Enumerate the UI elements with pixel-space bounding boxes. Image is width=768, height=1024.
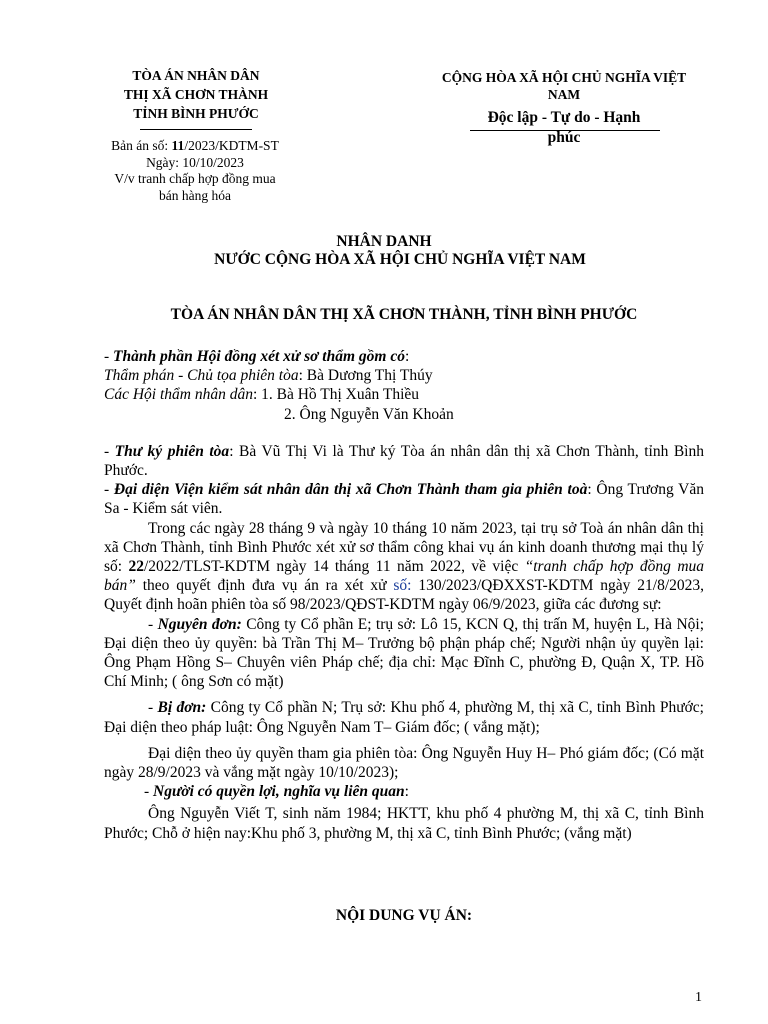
procuracy-line (104, 480, 704, 518)
assessor-2: 2. Ông Nguyễn Văn Khoản (284, 405, 454, 423)
dash: - (144, 783, 154, 801)
plaintiff-label: Nguyên đơn: (157, 615, 242, 633)
nhan-danh-title: NHÂN DANH (336, 233, 432, 250)
case-number-suffix: /2023/KDTM-ST (184, 138, 279, 153)
trial-text-2: /2022/TLST-KDTM ngày 14 tháng 11 năm 2022, về việc (144, 558, 525, 576)
case-number (80, 138, 310, 155)
dispute-quote: “tranh chấp hợp đồng mua bán” (104, 558, 705, 595)
court-name-line1: TÒA ÁN NHÂN DÂN (132, 68, 260, 83)
case-number-prefix: Bản án số: (111, 138, 172, 153)
court-name-line3: TỈNH BÌNH PHƯỚC (133, 106, 259, 121)
dash: - (148, 699, 158, 717)
judge-line (104, 366, 704, 385)
clerk-label: Thư ký phiên tòa (114, 442, 230, 460)
court-name-line2: THỊ XÃ CHƠN THÀNH (123, 87, 269, 102)
nation-title: NƯỚC CỘNG HÒA XÃ HỘI CHỦ NGHĨA VIỆT NAM (214, 251, 586, 268)
defendant-text: Công ty Cổ phần N; Trụ sở: Khu phố 4, phường M, thị xã C, tỉnh Bình Phước; Đại diện theo pháp luật: Ông Nguyễn Nam T– Giám đốc; ( vắng mặt); (104, 699, 704, 736)
defendant-paragraph (104, 698, 704, 736)
section-heading: NỘI DUNG VỤ ÁN: (335, 907, 473, 924)
national-header (416, 69, 712, 103)
case-acceptance-no: 22 (128, 558, 144, 576)
representative-paragraph: Đại diện theo ủy quyền tham gia phiên tòa: Ông Nguyễn Huy H– Phó giám đốc; (Có mặt ngày 28/9/2023 và vắng mặt ngày 10/10/2023); (104, 744, 704, 782)
related-paragraph: Ông Nguyễn Viết T, sinh năm 1984; HKTT, khu phố 4 phường M, thị xã C, tỉnh Bình Phước; Chỗ ở hiện nay:Khu phố 3, phường M, thị xã C, tỉnh Bình Phước; (vắng mặt) (104, 805, 704, 842)
clerk-text: : Bà Vũ Thị Vi là Thư ký Tòa án nhân dân thị xã Chơn Thành, tỉnh Bình Phước. (104, 442, 704, 480)
trial-text-3: theo quyết định đưa vụ án ra xét xử (135, 577, 394, 595)
dash: - (104, 442, 115, 460)
motto-divider (470, 130, 660, 131)
assessor-1: : 1. Bà Hồ Thị Xuân Thiều (252, 386, 420, 404)
national-name-line1: CỘNG HÒA XÃ HỘI CHỦ NGHĨA VIỆT (441, 70, 687, 85)
judge-value: : Bà Dương Thị Thúy (298, 367, 433, 385)
colon: : (404, 348, 410, 365)
related-heading (104, 782, 704, 801)
national-name-line2: NAM (547, 87, 581, 102)
procuracy-label: Đại diện Viện kiểm sát nhân dân thị xã Chơn Thành tham gia phiên toà (113, 481, 588, 499)
case-date: Ngày: 10/10/2023 (146, 154, 244, 170)
dash: - (148, 615, 158, 633)
case-subject-line2: bán hàng hóa (159, 187, 231, 203)
dash: - (104, 348, 114, 365)
plaintiff-paragraph (104, 615, 704, 692)
colon: : (404, 783, 409, 801)
panel-heading-text: Thành phần Hội đồng xét xử sơ thẩm gồm có (113, 348, 405, 365)
panel-heading (104, 347, 704, 366)
motto-line2: phúc (547, 129, 581, 146)
case-number-bold: 11 (171, 138, 185, 153)
trial-paragraph (104, 519, 704, 615)
document-body (104, 347, 704, 843)
defendant-label: Bị đơn: (157, 699, 207, 717)
judge-label: Thẩm phán - Chủ tọa phiên tòa (104, 367, 299, 385)
page-number: 1 (695, 990, 702, 1005)
trial-text-1: Trong các ngày 28 tháng 9 và ngày 10 tháng 10 năm 2023, tại trụ sở Toà án nhân dân thị xã Chơn Thành, tỉnh Bình Phước xét xử sơ thẩm công khai vụ án kinh doanh thương mại thụ lý số: (104, 519, 704, 576)
related-label: Người có quyền lợi, nghĩa vụ liên quan (153, 783, 405, 801)
assessors-label: Các Hội thẩm nhân dân (104, 386, 253, 404)
plaintiff-text: Công ty Cổ phần E; trụ sở: Lô 15, KCN Q, thị trấn M, huyện L, Hà Nội; Đại diện theo ủy quyền: bà Trần Thị M– Trưởng bộ phận pháp chế; Người nhận ủy quyền lại: Ông Phạm Hồng S– Chuyên viên Pháp chế; địa chỉ: Mạc Đĩnh C, phường Đ, Quận X, TP. Hồ Chí Minh; ( ông Sơn có mặt) (104, 615, 704, 691)
procuracy-text: : Ông Trương Văn Sa - Kiểm sát viên. (104, 481, 704, 518)
motto-line1: Độc lập - Tự do - Hạnh (487, 109, 641, 126)
court-title: TÒA ÁN NHÂN DÂN THỊ XÃ CHƠN THÀNH, TỈNH BÌNH PHƯỚC (170, 306, 638, 323)
court-header-left (88, 66, 304, 123)
trial-text-4: 130/2023/QĐXXST-KDTM ngày 21/8/2023, Quyết định hoãn phiên tòa số 98/2023/QĐST-KDTM ngày 06/9/2023, giữa các đương sự: (104, 577, 704, 614)
clerk-line (104, 442, 704, 480)
trial-so: số: (393, 577, 412, 595)
case-info (80, 138, 310, 204)
header-left-divider (140, 129, 252, 130)
dash: - (104, 481, 114, 499)
case-subject-line1: V/v tranh chấp hợp đồng mua (114, 171, 276, 186)
assessors-line (104, 385, 704, 404)
national-motto (462, 108, 666, 148)
